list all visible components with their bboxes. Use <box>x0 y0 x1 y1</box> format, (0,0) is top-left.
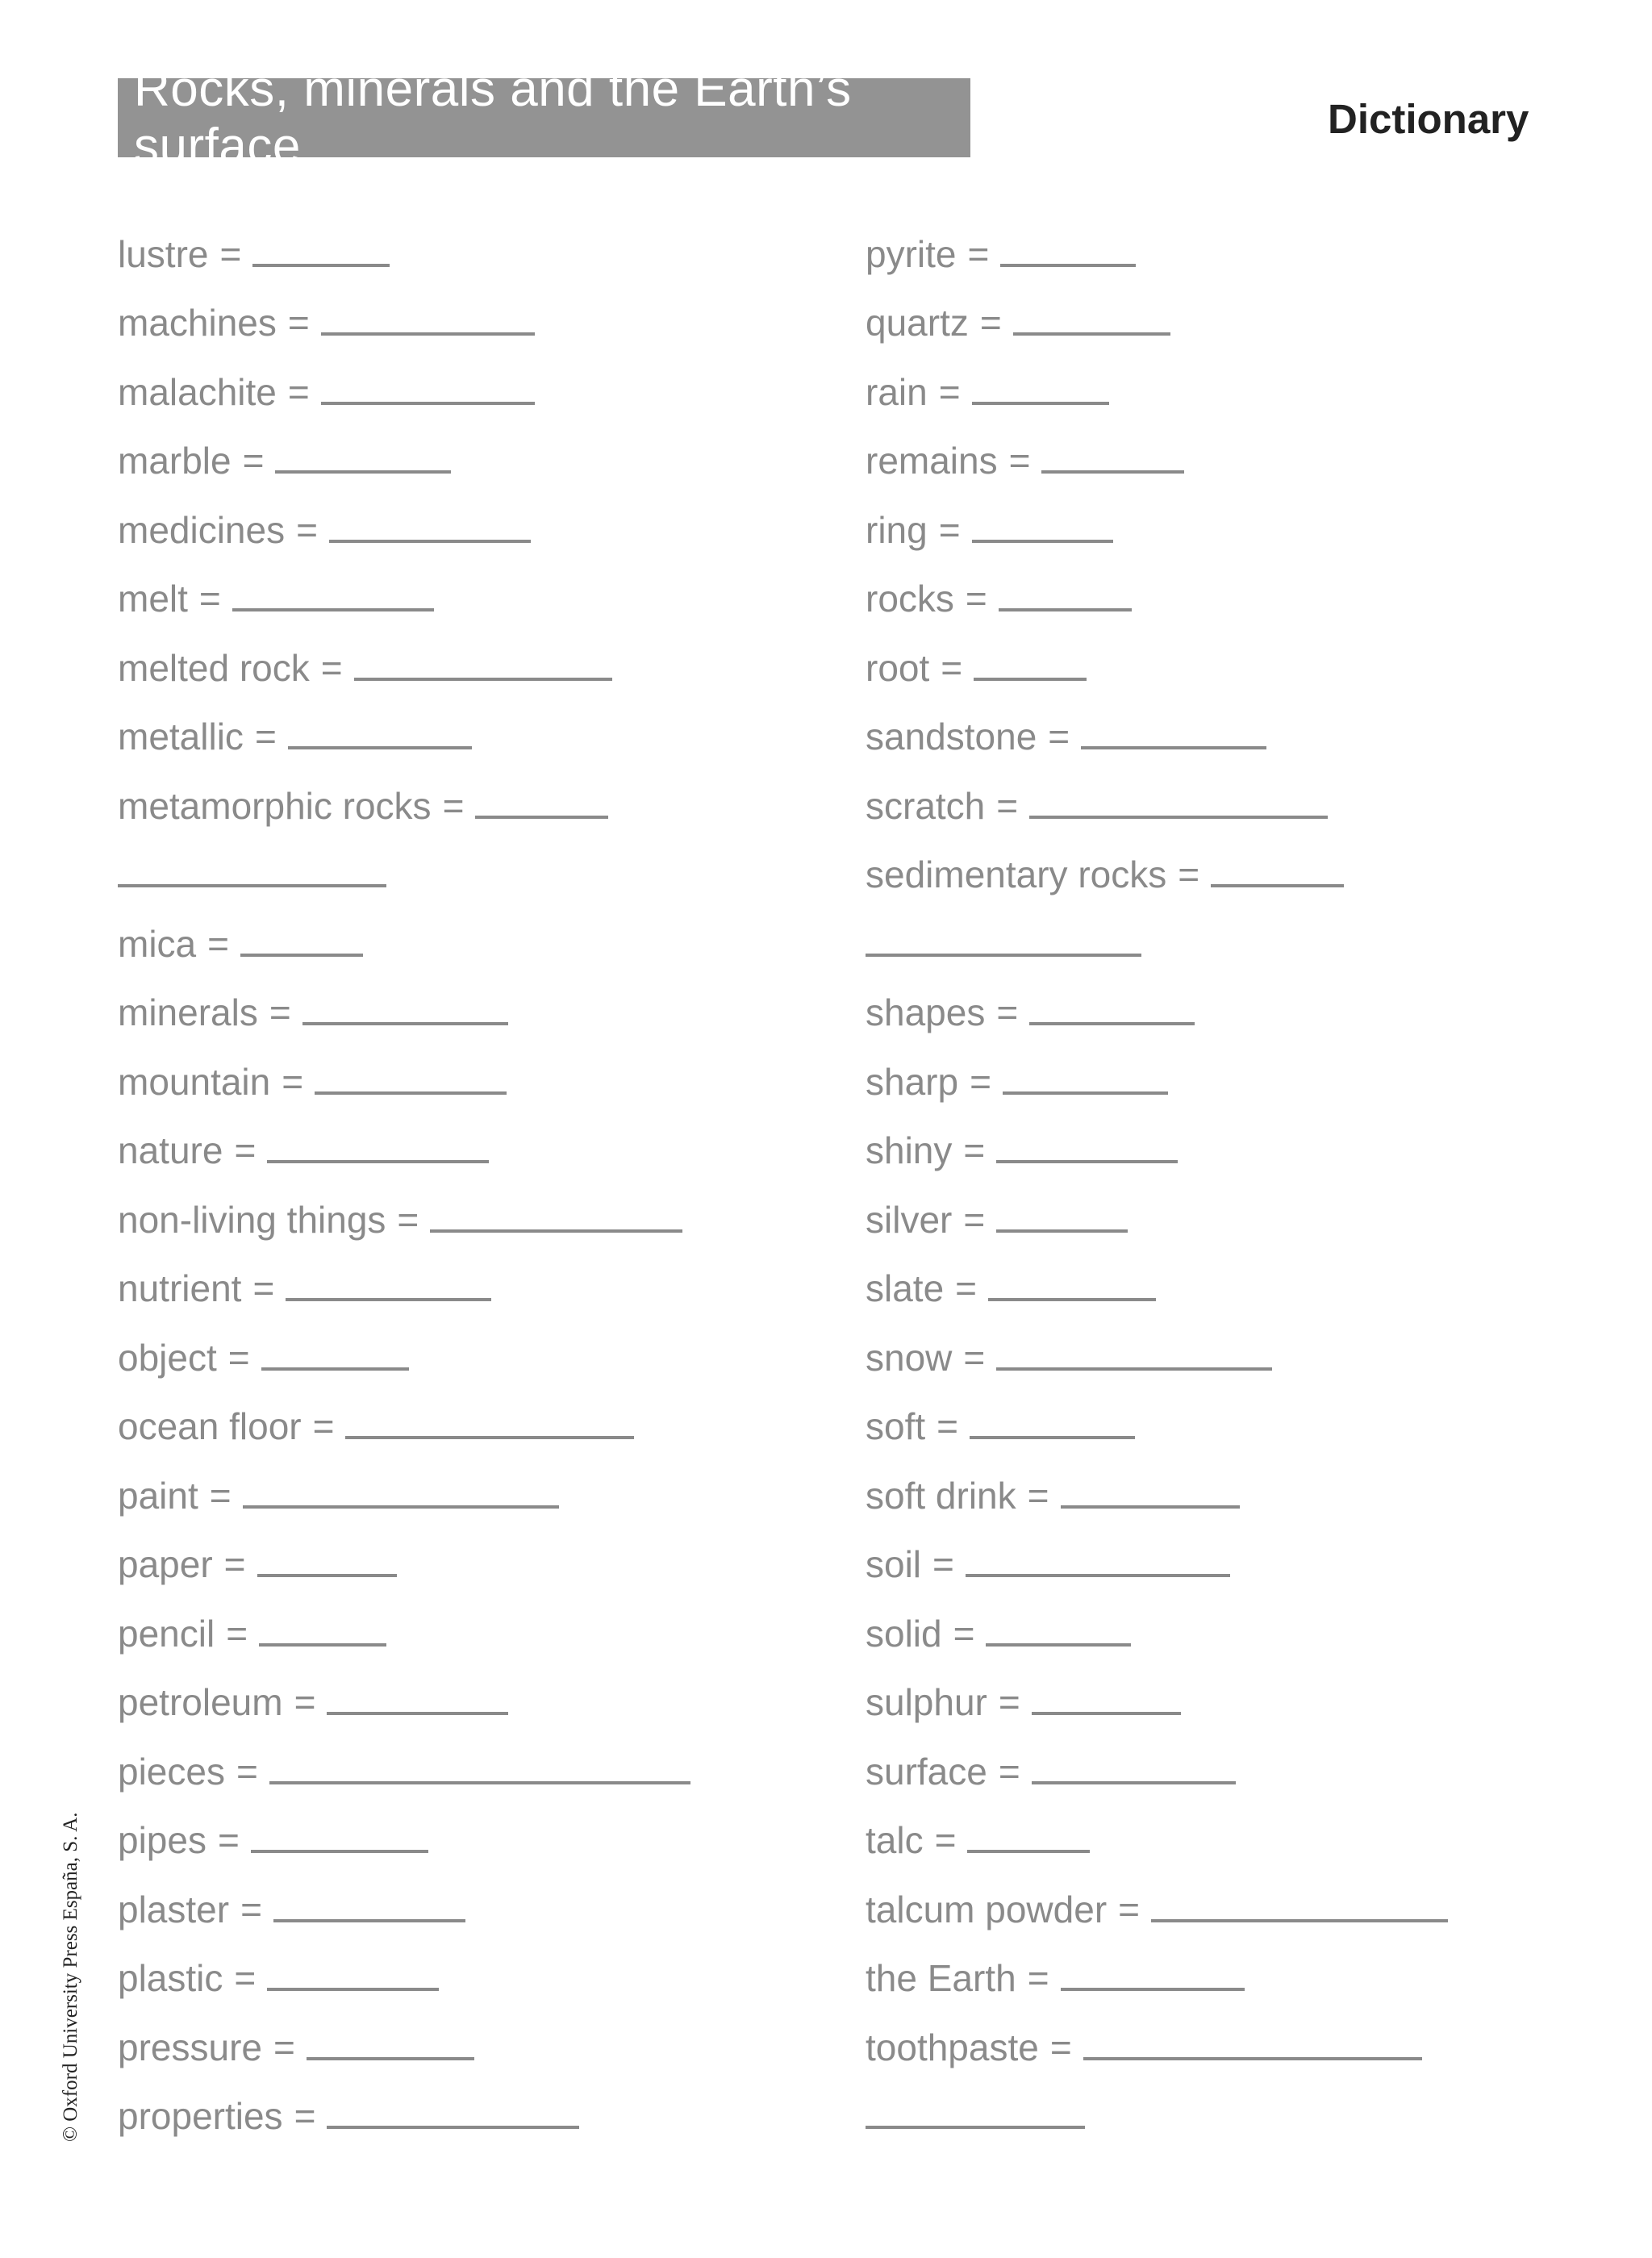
dictionary-entry <box>118 1599 828 1668</box>
equals-sign: = <box>209 1474 232 1517</box>
equals-sign: = <box>254 716 277 758</box>
entry-term: scratch <box>866 784 986 827</box>
answer-blank[interactable] <box>996 1229 1128 1233</box>
equals-sign: = <box>223 1543 246 1586</box>
entry-term: sedimentary rocks <box>866 854 1167 896</box>
entry-term: pipes <box>118 1819 206 1862</box>
dictionary-entry <box>866 1116 1575 1186</box>
dictionary-entry <box>866 495 1575 565</box>
dictionary-entry <box>118 1530 828 1600</box>
answer-blank[interactable] <box>986 1643 1131 1647</box>
entry-term: rain <box>866 370 928 413</box>
answer-blank[interactable] <box>251 1850 428 1853</box>
dictionary-entry <box>866 841 1575 910</box>
entry-term: ring <box>866 508 928 551</box>
answer-blank[interactable] <box>288 746 472 749</box>
entry-term: slate <box>866 1267 945 1310</box>
answer-blank[interactable] <box>259 1643 386 1647</box>
answer-blank[interactable] <box>972 402 1109 405</box>
equals-sign: = <box>941 646 963 689</box>
entry-term: soil <box>866 1543 922 1586</box>
entry-term: soft drink <box>866 1474 1016 1517</box>
entry-term: pieces <box>118 1750 225 1793</box>
equals-sign: = <box>198 578 221 620</box>
entry-term: surface <box>866 1750 987 1793</box>
entry-term: toothpaste <box>866 2026 1039 2068</box>
dictionary-entry <box>118 427 828 496</box>
answer-blank[interactable] <box>999 608 1132 611</box>
entry-term: ocean floor <box>118 1405 302 1448</box>
equals-sign: = <box>1178 854 1200 896</box>
answer-blank[interactable] <box>329 540 531 543</box>
dictionary-entry <box>118 703 828 772</box>
answer-blank[interactable] <box>269 1781 690 1784</box>
equals-sign: = <box>967 232 990 275</box>
equals-sign: = <box>938 370 961 413</box>
answer-blank[interactable] <box>866 954 1141 957</box>
equals-sign: = <box>226 1612 248 1655</box>
equals-sign: = <box>938 508 961 551</box>
equals-sign: = <box>1008 440 1031 482</box>
dictionary-entry <box>866 1599 1575 1668</box>
equals-sign: = <box>294 1681 316 1724</box>
dictionary-entry <box>118 1392 828 1462</box>
entry-term: mica <box>118 922 197 965</box>
entry-term: solid <box>866 1612 942 1655</box>
equals-sign: = <box>236 1750 258 1793</box>
entry-term: sharp <box>866 1060 959 1103</box>
dictionary-entry <box>118 1875 828 1944</box>
dictionary-entry <box>866 771 1575 841</box>
answer-blank[interactable] <box>988 1298 1156 1301</box>
equals-sign: = <box>294 2095 316 2138</box>
answer-blank[interactable] <box>1061 1505 1240 1509</box>
dictionary-entry <box>866 909 1575 979</box>
dictionary-entry <box>866 1185 1575 1254</box>
equals-sign: = <box>1049 2026 1072 2068</box>
equals-sign: = <box>240 1888 262 1930</box>
dictionary-entry <box>866 2013 1575 2082</box>
equals-sign: = <box>242 440 265 482</box>
dictionary-entry <box>118 2013 828 2082</box>
entry-term: paper <box>118 1543 213 1586</box>
equals-sign: = <box>1027 1474 1049 1517</box>
answer-blank[interactable] <box>974 678 1087 681</box>
dictionary-entry <box>118 2082 828 2152</box>
answer-blank[interactable] <box>243 1505 559 1509</box>
equals-sign: = <box>219 232 242 275</box>
answer-blank[interactable] <box>1003 1091 1168 1095</box>
equals-sign: = <box>970 1060 991 1103</box>
entry-term: rocks <box>866 578 954 620</box>
dictionary-entry <box>118 979 828 1048</box>
equals-sign: = <box>296 508 318 551</box>
equals-sign: = <box>934 1819 957 1862</box>
answer-blank[interactable] <box>972 540 1113 543</box>
entry-term: shiny <box>866 1129 953 1172</box>
answer-blank[interactable] <box>257 1574 397 1577</box>
entry-term: silver <box>866 1198 953 1241</box>
equals-sign: = <box>963 1336 986 1379</box>
dictionary-entry <box>118 1047 828 1116</box>
section-label: Dictionary <box>1328 96 1529 142</box>
answer-blank[interactable] <box>267 1160 489 1163</box>
dictionary-entry <box>866 1737 1575 1806</box>
page-title: Rocks, minerals and the Earth’s surface <box>134 61 852 174</box>
answer-blank[interactable] <box>996 1160 1178 1163</box>
entry-term: properties <box>118 2095 283 2138</box>
entry-term: machines <box>118 302 277 344</box>
dictionary-entry <box>866 1530 1575 1600</box>
answer-blank[interactable] <box>1029 1022 1195 1025</box>
entry-term: talcum powder <box>866 1888 1108 1930</box>
answer-blank[interactable] <box>321 402 535 405</box>
answer-blank[interactable] <box>321 332 535 336</box>
answer-blank[interactable] <box>315 1091 507 1095</box>
entry-term: plastic <box>118 1957 223 2000</box>
equals-sign: = <box>273 2026 295 2068</box>
equals-sign: = <box>998 1681 1020 1724</box>
entry-term: talc <box>866 1819 924 1862</box>
entry-term: metallic <box>118 716 244 758</box>
answer-blank[interactable] <box>1029 816 1328 819</box>
left-word-column <box>118 219 828 2151</box>
dictionary-entry <box>118 1668 828 1738</box>
entry-term: remains <box>866 440 998 482</box>
equals-sign: = <box>287 302 310 344</box>
dictionary-entry <box>866 1875 1575 1944</box>
dictionary-entry <box>866 633 1575 703</box>
dictionary-entry <box>118 357 828 427</box>
dictionary-entry <box>866 427 1575 496</box>
answer-blank[interactable] <box>1061 1988 1245 1991</box>
entry-term: melted rock <box>118 646 310 689</box>
answer-blank[interactable] <box>307 2057 474 2060</box>
answer-blank[interactable] <box>430 1229 682 1233</box>
entry-term: lustre <box>118 232 209 275</box>
dictionary-entry <box>118 1806 828 1876</box>
entry-term: pressure <box>118 2026 262 2068</box>
copyright-notice: © Oxford University Press España, S. A. <box>60 1812 81 2142</box>
entry-term: snow <box>866 1336 953 1379</box>
answer-blank[interactable] <box>1000 264 1136 267</box>
entry-term: mountain <box>118 1060 271 1103</box>
dictionary-entry <box>118 1323 828 1392</box>
equals-sign: = <box>937 1405 959 1448</box>
answer-blank[interactable] <box>996 1367 1272 1371</box>
entry-term: paint <box>118 1474 198 1517</box>
answer-blank[interactable] <box>967 1850 1090 1853</box>
dictionary-entry <box>118 841 828 910</box>
answer-blank[interactable] <box>345 1436 634 1439</box>
answer-blank[interactable] <box>327 1712 508 1715</box>
answer-blank[interactable] <box>354 678 612 681</box>
entry-term: malachite <box>118 370 277 413</box>
entry-term: plaster <box>118 1888 230 1930</box>
entry-term: medicines <box>118 508 286 551</box>
answer-blank[interactable] <box>273 1919 465 1922</box>
equals-sign: = <box>955 1267 978 1310</box>
dictionary-entry <box>866 357 1575 427</box>
equals-sign: = <box>1118 1888 1141 1930</box>
entry-term: pyrite <box>866 232 957 275</box>
dictionary-entry <box>118 1185 828 1254</box>
answer-blank[interactable] <box>866 2126 1085 2129</box>
answer-blank[interactable] <box>240 954 363 957</box>
dictionary-entry <box>118 289 828 358</box>
equals-sign: = <box>963 1198 986 1241</box>
entry-term: petroleum <box>118 1681 283 1724</box>
entry-term: non-living things <box>118 1198 386 1241</box>
equals-sign: = <box>252 1267 275 1310</box>
equals-sign: = <box>217 1819 240 1862</box>
dictionary-entry <box>118 1254 828 1324</box>
answer-blank[interactable] <box>327 2126 579 2129</box>
dictionary-entry <box>118 1116 828 1186</box>
answer-blank[interactable] <box>267 1988 439 1991</box>
entry-term: quartz <box>866 302 969 344</box>
equals-sign: = <box>965 578 987 620</box>
answer-blank[interactable] <box>261 1367 409 1371</box>
equals-sign: = <box>397 1198 419 1241</box>
equals-sign: = <box>227 1336 250 1379</box>
entry-term: nutrient <box>118 1267 242 1310</box>
equals-sign: = <box>207 922 229 965</box>
entry-term: nature <box>118 1129 223 1172</box>
dictionary-entry <box>866 1254 1575 1324</box>
dictionary-entry <box>866 1323 1575 1392</box>
equals-sign: = <box>234 1957 257 2000</box>
entry-term: pencil <box>118 1612 215 1655</box>
dictionary-entry <box>866 979 1575 1048</box>
equals-sign: = <box>442 784 465 827</box>
entry-term: metamorphic rocks <box>118 784 432 827</box>
dictionary-entry <box>118 1944 828 2014</box>
equals-sign: = <box>932 1543 954 1586</box>
answer-blank[interactable] <box>1151 1919 1448 1922</box>
entry-term: object <box>118 1336 217 1379</box>
answer-blank[interactable] <box>966 1574 1230 1577</box>
dictionary-entry <box>866 289 1575 358</box>
equals-sign: = <box>996 784 1019 827</box>
dictionary-entry <box>118 1737 828 1806</box>
equals-sign: = <box>998 1750 1020 1793</box>
answer-blank[interactable] <box>1032 1781 1236 1784</box>
answer-blank[interactable] <box>252 264 390 267</box>
answer-blank[interactable] <box>1032 1712 1181 1715</box>
equals-sign: = <box>320 646 343 689</box>
dictionary-entry <box>866 2082 1575 2152</box>
answer-blank[interactable] <box>1081 746 1266 749</box>
answer-blank[interactable] <box>1013 332 1170 336</box>
entry-term: sandstone <box>866 716 1037 758</box>
dictionary-entry <box>118 909 828 979</box>
dictionary-entry <box>866 1668 1575 1738</box>
equals-sign: = <box>269 991 291 1034</box>
answer-blank[interactable] <box>232 608 434 611</box>
dictionary-entry <box>866 1392 1575 1462</box>
entry-term: sulphur <box>866 1681 987 1724</box>
dictionary-entry <box>866 1806 1575 1876</box>
equals-sign: = <box>287 370 310 413</box>
answer-blank[interactable] <box>302 1022 508 1025</box>
dictionary-entry <box>866 565 1575 634</box>
answer-blank[interactable] <box>475 816 608 819</box>
answer-blank[interactable] <box>275 470 451 474</box>
dictionary-entry <box>118 219 828 289</box>
answer-blank[interactable] <box>1083 2057 1422 2060</box>
dictionary-entry <box>118 771 828 841</box>
dictionary-entry <box>118 1461 828 1530</box>
equals-sign: = <box>996 991 1019 1034</box>
answer-blank[interactable] <box>118 884 386 887</box>
answer-blank[interactable] <box>1211 884 1344 887</box>
entry-term: shapes <box>866 991 986 1034</box>
dictionary-entry <box>118 565 828 634</box>
equals-sign: = <box>1027 1957 1049 2000</box>
dictionary-entry <box>866 1047 1575 1116</box>
entry-term: minerals <box>118 991 258 1034</box>
entry-term: melt <box>118 578 188 620</box>
equals-sign: = <box>963 1129 986 1172</box>
entry-term: root <box>866 646 930 689</box>
equals-sign: = <box>312 1405 335 1448</box>
answer-blank[interactable] <box>970 1436 1135 1439</box>
dictionary-entry <box>866 219 1575 289</box>
title-banner <box>118 61 970 174</box>
equals-sign: = <box>282 1060 304 1103</box>
entry-term: the Earth <box>866 1957 1016 2000</box>
entry-term: marble <box>118 440 232 482</box>
dictionary-entry <box>118 633 828 703</box>
answer-blank[interactable] <box>286 1298 491 1301</box>
dictionary-entry <box>118 495 828 565</box>
right-word-column <box>866 219 1575 2151</box>
equals-sign: = <box>234 1129 257 1172</box>
answer-blank[interactable] <box>1041 470 1184 474</box>
equals-sign: = <box>979 302 1002 344</box>
equals-sign: = <box>1048 716 1070 758</box>
dictionary-entry <box>866 1944 1575 2014</box>
entry-term: soft <box>866 1405 926 1448</box>
dictionary-entry <box>866 1461 1575 1530</box>
equals-sign: = <box>953 1612 975 1655</box>
dictionary-entry <box>866 703 1575 772</box>
